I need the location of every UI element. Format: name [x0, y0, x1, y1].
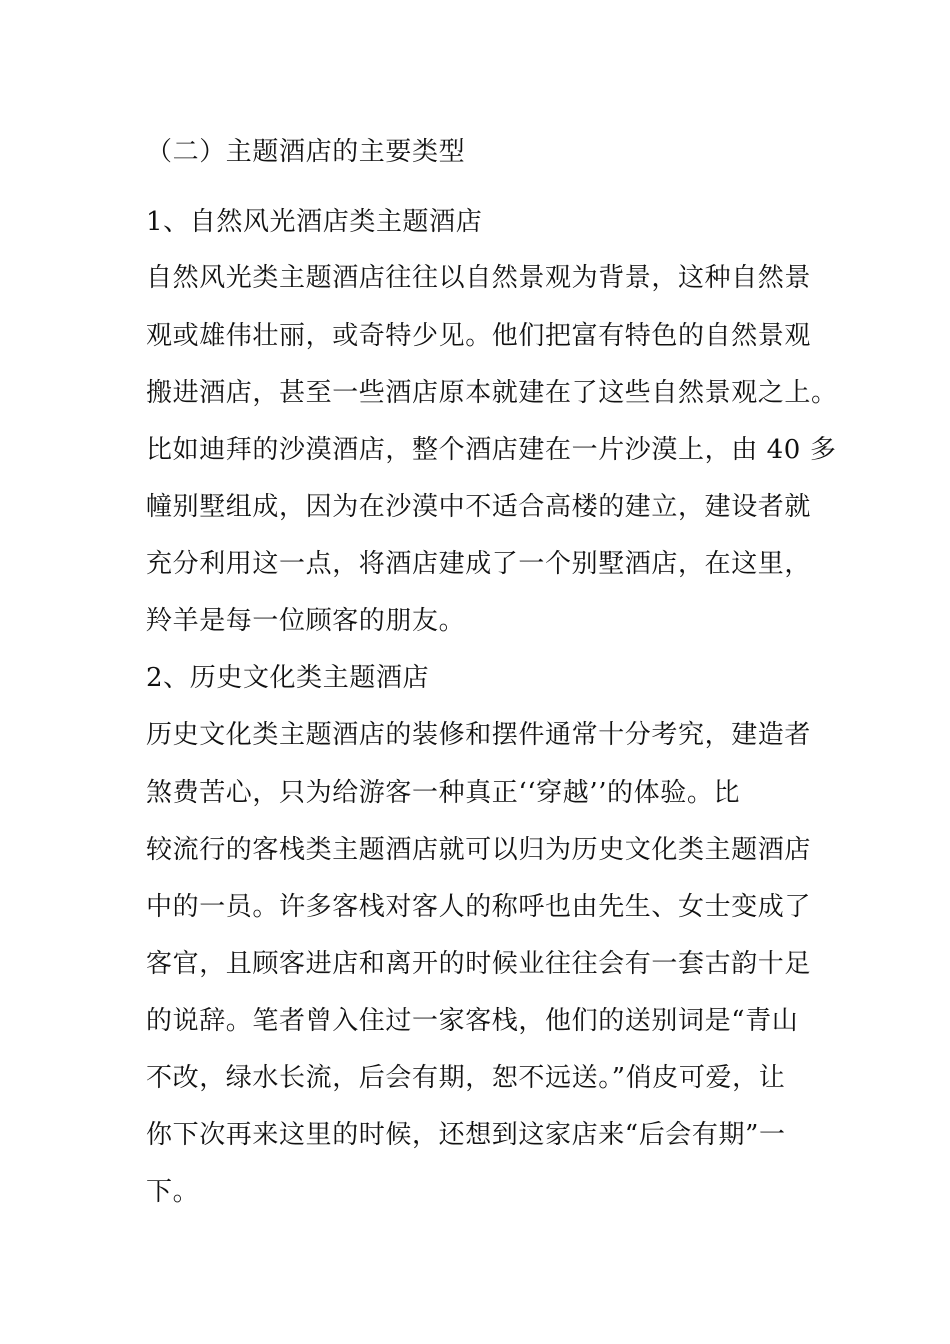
paragraph-line: 幢别墅组成，因为在沙漠中不适合高楼的建立，建设者就	[146, 492, 812, 522]
paragraph-line: 煞费苦心，只为给游客一种真正‘‘穿越’’的体验。比	[146, 778, 741, 808]
paragraph-line: 客官，且顾客进店和离开的时候业往往会有一套古韵十足	[146, 949, 812, 979]
paragraph-line: 历史文化类主题酒店的装修和摆件通常十分考究，建造者	[146, 720, 812, 750]
paragraph-line: 你下次再来这里的时候，还想到这家店来“后会有期”一	[146, 1120, 786, 1150]
section-heading: （二）主题酒店的主要类型	[146, 137, 466, 167]
paragraph-line: 的说辞。笔者曾入住过一家客栈，他们的送别词是“青山	[146, 1006, 799, 1036]
paragraph-line: 较流行的客栈类主题酒店就可以归为历史文化类主题酒店	[146, 835, 812, 865]
subsection-heading-2: 2、历史文化类主题酒店	[146, 663, 430, 693]
paragraph-line: 充分利用这一点，将酒店建成了一个别墅酒店，在这里，	[146, 549, 812, 579]
paragraph-line: 不改，绿水长流，后会有期，恕不远送。”俏皮可爱，让	[146, 1063, 786, 1093]
paragraph-line: 下。	[146, 1177, 200, 1207]
paragraph-line: 比如迪拜的沙漠酒店，整个酒店建在一片沙漠上，由 40 多	[146, 435, 837, 465]
paragraph-line: 搬进酒店，甚至一些酒店原本就建在了这些自然景观之上。	[146, 378, 838, 408]
paragraph-line: 自然风光类主题酒店往往以自然景观为背景，这种自然景	[146, 263, 812, 293]
subsection-heading-1: 1、自然风光酒店类主题酒店	[146, 207, 483, 237]
paragraph-line: 观或雄伟壮丽，或奇特少见。他们把富有特色的自然景观	[146, 321, 812, 351]
paragraph-line: 中的一员。许多客栈对客人的称呼也由先生、女士变成了	[146, 892, 812, 922]
paragraph-line: 羚羊是每一位顾客的朋友。	[146, 606, 466, 636]
